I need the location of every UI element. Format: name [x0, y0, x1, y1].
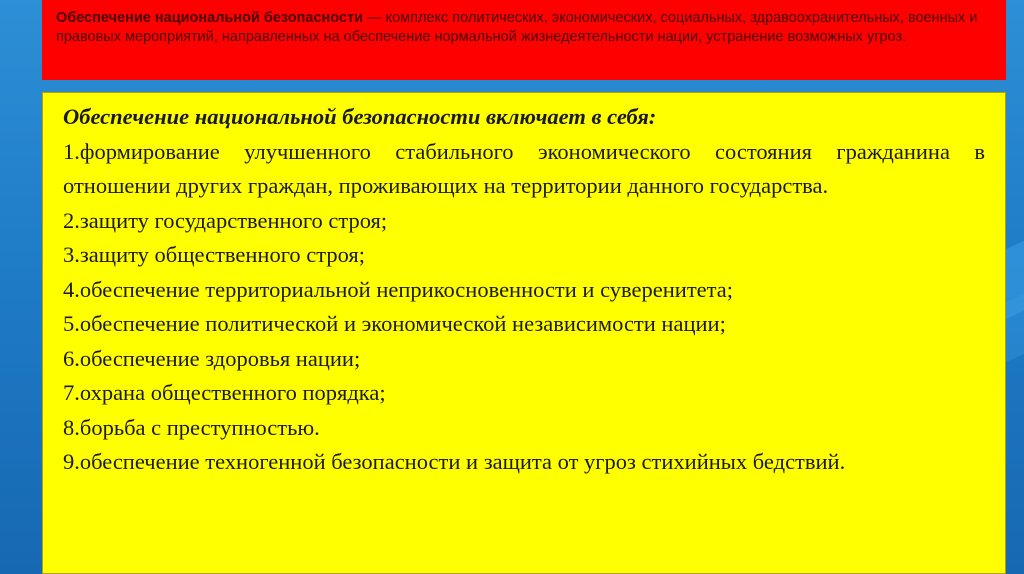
content-heading: Обеспечение национальной безопасности включает в себя: — [63, 104, 657, 129]
definition-text: — комплекс политических, экономических, социальных, здравоохранительных, военных и правовых мероприятий, направленных на обеспечение нормальной жизнедеятельности нации, устранение возможных угроз. — [56, 10, 978, 45]
list-item: 3.защиту общественного строя; — [63, 242, 366, 267]
list-item: 5.обеспечение политической и экономической независимости нации; — [63, 311, 726, 336]
list-item: 1.формирование улучшенного стабильного экономического состояния гражданина в отношении других граждан, проживающих на территории данного государства. — [63, 138, 985, 198]
list-item: 9.обеспечение техногенной безопасности и защита от угроз стихийных бедствий. — [63, 449, 846, 474]
content-box — [42, 92, 1006, 574]
list-item: 8.борьба с преступностью. — [63, 414, 320, 440]
list-item: 4.обеспечение территориальной неприкосновенности и суверенитета; — [63, 276, 734, 302]
definition-term: Обеспечение национальной безопасности — [56, 10, 364, 26]
list-item: 2.защиту государственного строя; — [63, 207, 388, 233]
list-item: 6.обеспечение здоровья нации; — [63, 345, 361, 371]
list-item: 7.охрана общественного порядка; — [63, 380, 386, 405]
definition-box — [42, 0, 1006, 80]
